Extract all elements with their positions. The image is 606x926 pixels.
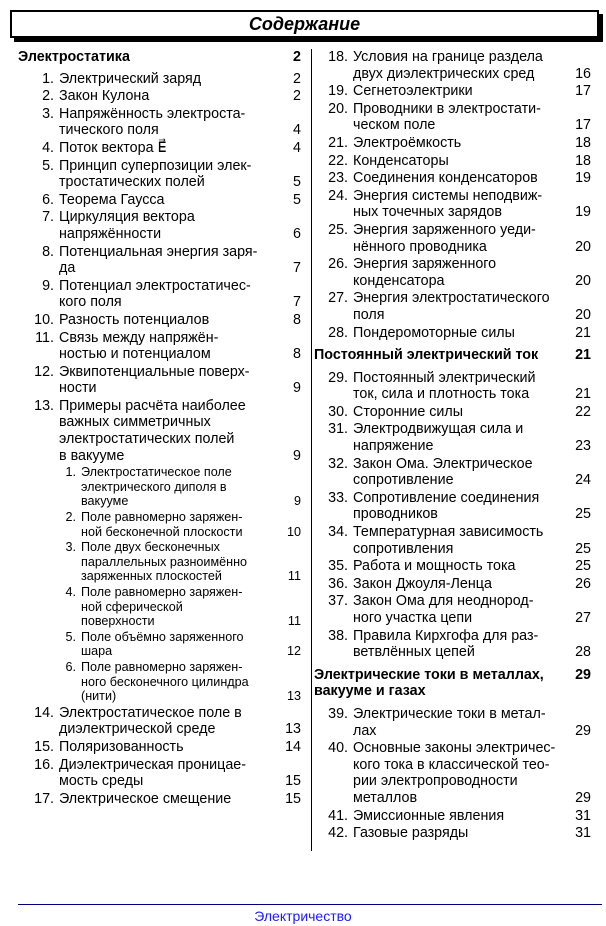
toc-entry[interactable] bbox=[312, 524, 591, 557]
toc-entry-title: Потенциал электростатичес- кого поля bbox=[59, 277, 251, 311]
toc-entry-page: 5 bbox=[293, 191, 301, 208]
toc-entry-title: Сегнетоэлектрики bbox=[353, 83, 473, 100]
toc-entry[interactable] bbox=[312, 256, 591, 289]
toc-entry-number: 33. bbox=[328, 489, 348, 506]
toc-entry-page: 18 bbox=[575, 134, 591, 151]
toc-entry-title: Основные законы электричес- кого тока в классической тео- рии электропроводности металлов bbox=[353, 740, 556, 806]
toc-entry[interactable] bbox=[312, 706, 591, 739]
toc-entry-title: Энергия заряженного конденсатора bbox=[353, 256, 497, 289]
toc-left-column bbox=[18, 49, 301, 808]
toc-entry[interactable] bbox=[312, 740, 591, 806]
toc-entry-page: 15 bbox=[285, 790, 301, 807]
toc-entry[interactable] bbox=[312, 170, 591, 187]
toc-entry[interactable] bbox=[312, 83, 591, 100]
toc-entry-page: 29 bbox=[575, 722, 591, 739]
toc-entry[interactable] bbox=[18, 465, 301, 509]
toc-entry-page: 31 bbox=[575, 807, 591, 824]
toc-entry[interactable] bbox=[312, 825, 591, 842]
toc-entry-page: 4 bbox=[293, 139, 301, 156]
toc-entry[interactable] bbox=[18, 209, 301, 242]
toc-entry-page: 11 bbox=[287, 569, 301, 584]
section-heading-dc-current[interactable]: Постоянный электрический ток 21 bbox=[314, 347, 591, 364]
toc-entry[interactable] bbox=[18, 739, 301, 756]
toc-entry[interactable] bbox=[18, 510, 301, 539]
toc-entry-number: 36. bbox=[328, 575, 348, 592]
toc-entry-title: Электроёмкость bbox=[353, 134, 462, 151]
toc-entry-number: 28. bbox=[328, 324, 348, 341]
toc-entry-page: 21 bbox=[575, 386, 591, 403]
toc-entry-number: 21. bbox=[328, 134, 348, 151]
toc-entry[interactable] bbox=[18, 630, 301, 659]
toc-entry-number: 2. bbox=[65, 510, 76, 525]
toc-entry[interactable] bbox=[312, 222, 591, 255]
toc-entry[interactable] bbox=[312, 325, 591, 342]
toc-entry-page: 9 bbox=[293, 447, 301, 464]
toc-entry-title: Принцип суперпозиции элек- тростатических полей bbox=[59, 157, 252, 191]
toc-entry-title: Правила Кирхгофа для раз- ветвлённых цепей bbox=[353, 627, 539, 661]
toc-entry-title: Поток вектора E⃗ bbox=[59, 139, 167, 156]
toc-entry-page: 7 bbox=[293, 260, 301, 277]
toc-entry-number: 38. bbox=[328, 627, 348, 644]
toc-entry-title: Закон Ома для неоднород- ного участка цепи bbox=[353, 593, 534, 626]
toc-entry[interactable] bbox=[312, 456, 591, 489]
toc-entry-page: 31 bbox=[575, 825, 591, 842]
toc-entry-title: Теорема Гаусса bbox=[59, 191, 165, 208]
toc-entry[interactable] bbox=[18, 278, 301, 311]
toc-entry-page: 22 bbox=[575, 403, 591, 420]
toc-entry-title: Электрическое смещение bbox=[59, 790, 232, 807]
toc-entry-title: Энергия электростатического поля bbox=[353, 290, 550, 323]
toc-entry[interactable] bbox=[312, 628, 591, 661]
toc-entry[interactable] bbox=[312, 370, 591, 403]
toc-entry-number: 1. bbox=[65, 465, 76, 480]
toc-entry[interactable] bbox=[312, 404, 591, 421]
toc-entry-number: 19. bbox=[328, 83, 348, 100]
toc-entry[interactable] bbox=[312, 290, 591, 323]
toc-entry[interactable] bbox=[18, 364, 301, 397]
toc-entry-title: Разность потенциалов bbox=[59, 311, 210, 328]
toc-entry-page: 19 bbox=[575, 204, 591, 221]
toc-entry[interactable] bbox=[18, 791, 301, 808]
toc-entry-number: 3. bbox=[42, 105, 54, 122]
toc-entry-number: 20. bbox=[328, 100, 348, 117]
toc-entry-title: Работа и мощность тока bbox=[353, 558, 516, 575]
toc-entry-number: 29. bbox=[328, 369, 348, 386]
toc-entry-page: 20 bbox=[575, 306, 591, 323]
toc-entry-number: 13. bbox=[34, 397, 54, 414]
toc-entry-page: 26 bbox=[575, 575, 591, 592]
toc-entry-page: 10 bbox=[286, 524, 301, 539]
toc-entry[interactable] bbox=[312, 153, 591, 170]
toc-entry-number: 5. bbox=[65, 629, 76, 644]
toc-entry-title: Энергия системы неподвиж- ных точечных зарядов bbox=[353, 187, 543, 221]
toc-entry-title: Поляризованность bbox=[59, 738, 184, 755]
toc-entry[interactable] bbox=[18, 398, 301, 464]
toc-entry[interactable] bbox=[312, 135, 591, 152]
toc-entry-page: 25 bbox=[575, 506, 591, 523]
toc-entry-page: 20 bbox=[575, 272, 591, 289]
toc-entry-title: Примеры расчёта наиболее важных симметричных электростатических полей в вакууме bbox=[59, 397, 246, 464]
toc-entry-title: Сопротивление соединения проводников bbox=[353, 489, 540, 523]
toc-entry[interactable] bbox=[18, 106, 301, 139]
section-heading-currents-metals[interactable]: Электрические токи в металлах, вакууме и газах 29 bbox=[314, 666, 591, 700]
toc-entry-title: Энергия заряженного уеди- нённого проводника bbox=[353, 221, 536, 255]
toc-entry-number: 4. bbox=[65, 585, 76, 599]
toc-entry-title: Потенциальная энергия заря- да bbox=[59, 243, 258, 277]
toc-entry-title: Поле равномерно заряжен- ного бесконечного цилиндра (нити) bbox=[81, 659, 249, 704]
toc-entry-number: 6. bbox=[65, 659, 76, 674]
toc-entry-title: Закон Ома. Электрическое сопротивление bbox=[353, 455, 533, 489]
toc-entry-number: 22. bbox=[328, 152, 348, 169]
toc-entry-title: Электростатическое поле в диэлектрической среде bbox=[59, 704, 242, 738]
toc-entry-title: Сторонние силы bbox=[353, 403, 464, 420]
toc-entry[interactable] bbox=[18, 585, 301, 629]
toc-entry-page: 17 bbox=[575, 83, 591, 100]
toc-entry-number: 26. bbox=[328, 256, 348, 273]
toc-entry-title: Соединения конденсаторов bbox=[353, 170, 538, 187]
toc-entry-title: Связь между напряжён- ностью и потенциалом bbox=[59, 329, 219, 363]
toc-entry-number: 30. bbox=[328, 403, 348, 420]
toc-entry-number: 34. bbox=[328, 524, 348, 541]
toc-entry-title: Пондеромоторные силы bbox=[353, 324, 515, 341]
toc-entry-page: 14 bbox=[285, 738, 301, 755]
toc-entry[interactable] bbox=[312, 808, 591, 825]
toc-entry-number: 42. bbox=[328, 825, 348, 842]
toc-entry-number: 9. bbox=[42, 277, 54, 294]
toc-entry[interactable] bbox=[312, 576, 591, 593]
toc-entry-number: 41. bbox=[328, 807, 348, 824]
toc-entry-number: 39. bbox=[328, 705, 348, 722]
toc-entry-title: Проводники в электростати- ческом поле bbox=[353, 100, 541, 134]
toc-entry-title: Закон Кулона bbox=[59, 88, 150, 105]
toc-entry-number: 18. bbox=[328, 49, 348, 65]
toc-entry-number: 11. bbox=[35, 329, 54, 346]
toc-entry-title: Напряжённость электроста- тического поля bbox=[59, 105, 246, 139]
toc-entry[interactable] bbox=[18, 71, 301, 88]
toc-entry-title: Поле равномерно заряжен- ной бесконечной плоскости bbox=[81, 510, 243, 539]
toc-entry[interactable] bbox=[18, 244, 301, 277]
toc-entry-page: 7 bbox=[293, 294, 301, 311]
toc-entry-page: 16 bbox=[575, 65, 591, 82]
toc-entry-page: 12 bbox=[286, 644, 301, 659]
section-heading-electrostatics[interactable]: Электростатика 2 bbox=[18, 49, 301, 65]
toc-entry[interactable] bbox=[312, 490, 591, 523]
toc-entry[interactable] bbox=[18, 312, 301, 329]
toc-entry-title: Электростатическое поле электрического диполя в вакууме bbox=[81, 465, 232, 509]
toc-entry-page: 11 bbox=[287, 614, 301, 629]
toc-entry-title: Эквипотенциальные поверх- ности bbox=[59, 363, 250, 397]
toc-entry-page: 19 bbox=[575, 170, 591, 187]
toc-entry[interactable] bbox=[312, 558, 591, 575]
toc-entry-title: Диэлектрическая проницае- мость среды bbox=[59, 756, 247, 790]
toc-entry-page: 25 bbox=[575, 558, 591, 575]
toc-entry-page: 13 bbox=[286, 689, 301, 704]
toc-entry-page: 18 bbox=[575, 152, 591, 169]
toc-entry-title: Поле двух бесконечных параллельных разноимённо заряженных плоскостей bbox=[81, 540, 248, 584]
toc-entry-page: 9 bbox=[293, 494, 301, 509]
toc-entry-page: 9 bbox=[293, 380, 301, 397]
toc-entry-title: Электродвижущая сила и напряжение bbox=[353, 421, 524, 455]
toc-entry-page: 21 bbox=[575, 324, 591, 341]
footer-link[interactable]: Электричество bbox=[254, 908, 352, 924]
toc-entry-page: 15 bbox=[285, 773, 301, 790]
toc-entry-number: 27. bbox=[328, 290, 348, 307]
toc-entry-page: 5 bbox=[293, 174, 301, 191]
toc-entry-title: Условия на границе раздела двух диэлектрических сред bbox=[353, 49, 543, 82]
toc-right-column bbox=[311, 49, 591, 851]
toc-entry-number: 37. bbox=[328, 593, 348, 610]
page-title: Содержание bbox=[10, 10, 599, 38]
toc-entry-number: 12. bbox=[34, 363, 54, 380]
toc-entry-number: 3. bbox=[65, 540, 76, 555]
toc-entry-title: Постоянный электрический ток, сила и плотность тока bbox=[353, 369, 536, 403]
toc-entry[interactable] bbox=[312, 421, 591, 454]
toc-entry[interactable] bbox=[312, 49, 591, 82]
toc-entry-number: 35. bbox=[328, 558, 348, 575]
toc-entry-number: 4. bbox=[42, 139, 54, 156]
toc-entry-title: Поле объёмно заряженного шара bbox=[81, 629, 244, 659]
toc-entry-number: 8. bbox=[42, 243, 54, 260]
toc-entry-number: 6. bbox=[42, 191, 54, 208]
toc-entry-number: 7. bbox=[42, 209, 54, 226]
toc-entry-number: 31. bbox=[328, 421, 348, 438]
toc-entry-title: Конденсаторы bbox=[353, 152, 449, 169]
toc-entry-page: 20 bbox=[575, 238, 591, 255]
toc-entry[interactable] bbox=[18, 158, 301, 191]
toc-entry-number: 10. bbox=[34, 311, 54, 328]
toc-entry[interactable] bbox=[18, 540, 301, 584]
toc-entry-title: Эмиссионные явления bbox=[353, 807, 505, 824]
toc-entry-number: 17. bbox=[34, 790, 54, 807]
toc-entry-page: 23 bbox=[575, 438, 591, 455]
toc-entry-title: Поле равномерно заряжен- ной сферической поверхности bbox=[81, 585, 243, 629]
toc-entry[interactable] bbox=[18, 192, 301, 209]
toc-entry-page: 8 bbox=[293, 346, 301, 363]
toc-entry[interactable] bbox=[18, 757, 301, 790]
toc-entry-title: Газовые разряды bbox=[353, 825, 469, 842]
toc-entry-page: 4 bbox=[293, 122, 301, 139]
toc-entry-page: 2 bbox=[293, 88, 301, 105]
toc-entry[interactable] bbox=[18, 660, 301, 704]
toc-entry-title: Электрические токи в метал- лах bbox=[353, 705, 546, 739]
toc-entry-number: 14. bbox=[34, 704, 54, 721]
toc-entry-number: 5. bbox=[42, 157, 54, 174]
toc-entry[interactable] bbox=[18, 330, 301, 363]
toc-entry-title: Закон Джоуля-Ленца bbox=[353, 575, 492, 592]
toc-entry-number: 2. bbox=[42, 88, 54, 105]
toc-entry-page: 25 bbox=[575, 540, 591, 557]
toc-entry-title: Температурная зависимость сопротивления bbox=[353, 524, 544, 557]
toc-entry-page: 27 bbox=[575, 610, 591, 626]
toc-entry-number: 25. bbox=[328, 221, 348, 238]
footer-divider bbox=[18, 904, 602, 905]
toc-entry[interactable] bbox=[18, 705, 301, 738]
toc-entry-number: 16. bbox=[34, 756, 54, 773]
toc-entry-number: 1. bbox=[42, 70, 54, 87]
toc-entry-page: 28 bbox=[575, 644, 591, 661]
toc-entry[interactable] bbox=[18, 140, 301, 157]
toc-entry-page: 29 bbox=[575, 789, 591, 806]
toc-entry-page: 8 bbox=[293, 311, 301, 328]
toc-entry-title: Циркуляция вектора напряжённости bbox=[59, 209, 195, 242]
toc-entry-number: 40. bbox=[328, 740, 348, 757]
toc-entry-number: 23. bbox=[328, 170, 348, 187]
toc-entry-number: 32. bbox=[328, 455, 348, 472]
toc-entry[interactable] bbox=[312, 593, 591, 626]
toc-entry-title: Электрический заряд bbox=[59, 70, 202, 87]
toc-entry-page: 24 bbox=[575, 472, 591, 489]
toc-entry-number: 24. bbox=[328, 187, 348, 204]
toc-entry-page: 2 bbox=[293, 70, 301, 87]
toc-entry[interactable] bbox=[312, 188, 591, 221]
toc-entry-page: 17 bbox=[575, 117, 591, 134]
toc-entry[interactable] bbox=[18, 88, 301, 105]
toc-entry-page: 13 bbox=[285, 721, 301, 738]
toc-entry-number: 15. bbox=[34, 738, 54, 755]
toc-entry[interactable] bbox=[312, 101, 591, 134]
toc-entry-page: 6 bbox=[293, 225, 301, 242]
